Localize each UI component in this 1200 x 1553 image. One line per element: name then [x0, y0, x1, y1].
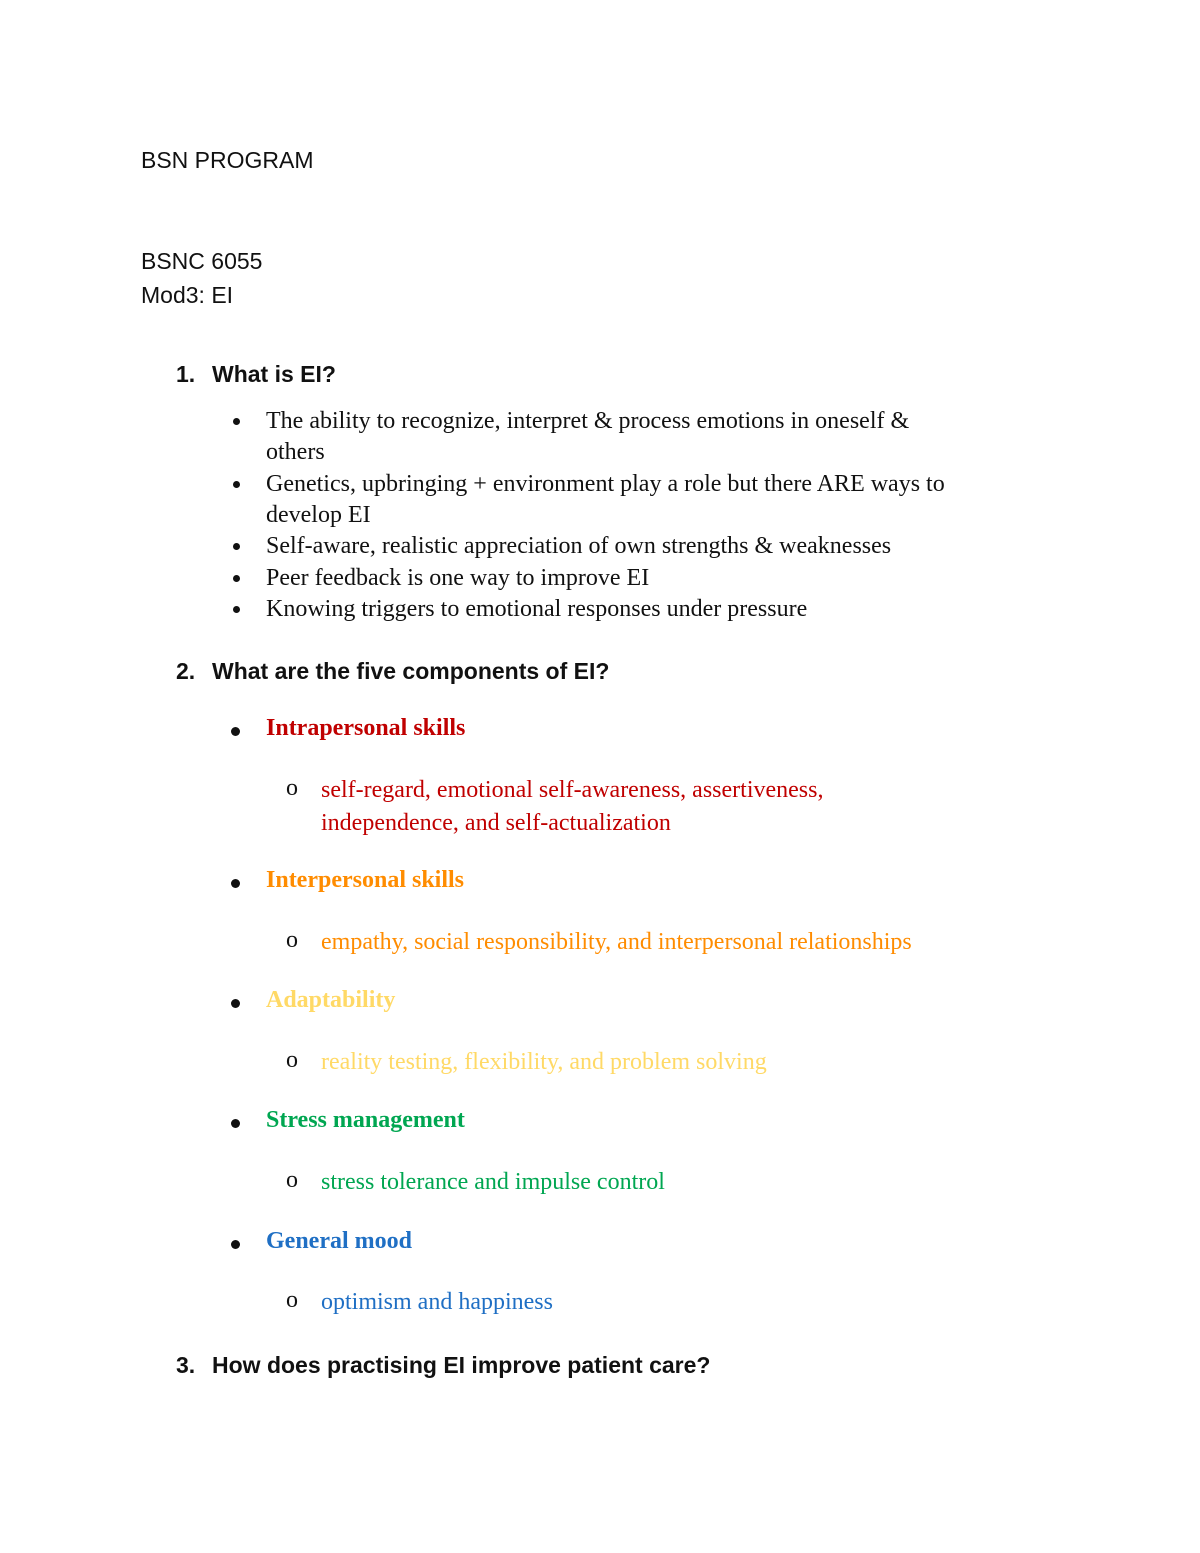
q1-bullet-4: Peer feedback is one way to improve EI [266, 565, 650, 591]
component-general-mood-detail: optimism and happiness [321, 1289, 553, 1315]
component-interpersonal-detail: empathy, social responsibility, and interpersonal relationships [321, 929, 912, 955]
module-title: Mod3: EI [141, 282, 234, 308]
question-3-text: How does practising EI improve patient care? [212, 1352, 711, 1378]
question-2-number: 2. [176, 658, 196, 684]
question-1-number: 1. [176, 361, 196, 387]
component-intrapersonal-detail-line-2: independence, and self-actualization [321, 810, 671, 836]
component-adaptability-title: Adaptability [266, 987, 396, 1013]
q1-bullet-1-line-1: The ability to recognize, interpret & process emotions in oneself & [266, 408, 910, 434]
bullet-icon [231, 879, 240, 888]
component-adaptability-detail: reality testing, flexibility, and problem solving [321, 1049, 767, 1075]
bullet-icon [231, 727, 240, 736]
component-intrapersonal-title: Intrapersonal skills [266, 715, 466, 741]
question-2-text: What are the five components of EI? [212, 658, 610, 684]
sub-bullet-icon: o [286, 1167, 298, 1193]
sub-bullet-icon: o [286, 1287, 298, 1313]
component-stress-management-title: Stress management [266, 1107, 465, 1133]
bullet-icon [233, 606, 240, 613]
bullet-icon [233, 543, 240, 550]
q1-bullet-2-line-2: develop EI [266, 502, 371, 528]
q1-bullet-2-line-1: Genetics, upbringing + environment play a role but there ARE ways to [266, 471, 945, 497]
question-1-text: What is EI? [212, 361, 336, 387]
sub-bullet-icon: o [286, 927, 298, 953]
q1-bullet-1-line-2: others [266, 439, 325, 465]
component-intrapersonal-detail-line-1: self-regard, emotional self-awareness, assertiveness, [321, 777, 824, 803]
bullet-icon [231, 1240, 240, 1249]
bullet-icon [231, 999, 240, 1008]
sub-bullet-icon: o [286, 775, 298, 801]
sub-bullet-icon: o [286, 1047, 298, 1073]
component-general-mood-title: General mood [266, 1228, 412, 1254]
q1-bullet-5: Knowing triggers to emotional responses under pressure [266, 596, 808, 622]
q1-bullet-3: Self-aware, realistic appreciation of own strengths & weaknesses [266, 533, 892, 559]
component-interpersonal-title: Interpersonal skills [266, 867, 465, 893]
course-code: BSNC 6055 [141, 248, 263, 274]
bullet-icon [233, 418, 240, 425]
program-title: BSN PROGRAM [141, 147, 314, 173]
bullet-icon [233, 481, 240, 488]
component-stress-management-detail: stress tolerance and impulse control [321, 1169, 665, 1195]
question-3-number: 3. [176, 1352, 196, 1378]
bullet-icon [233, 575, 240, 582]
bullet-icon [231, 1119, 240, 1128]
